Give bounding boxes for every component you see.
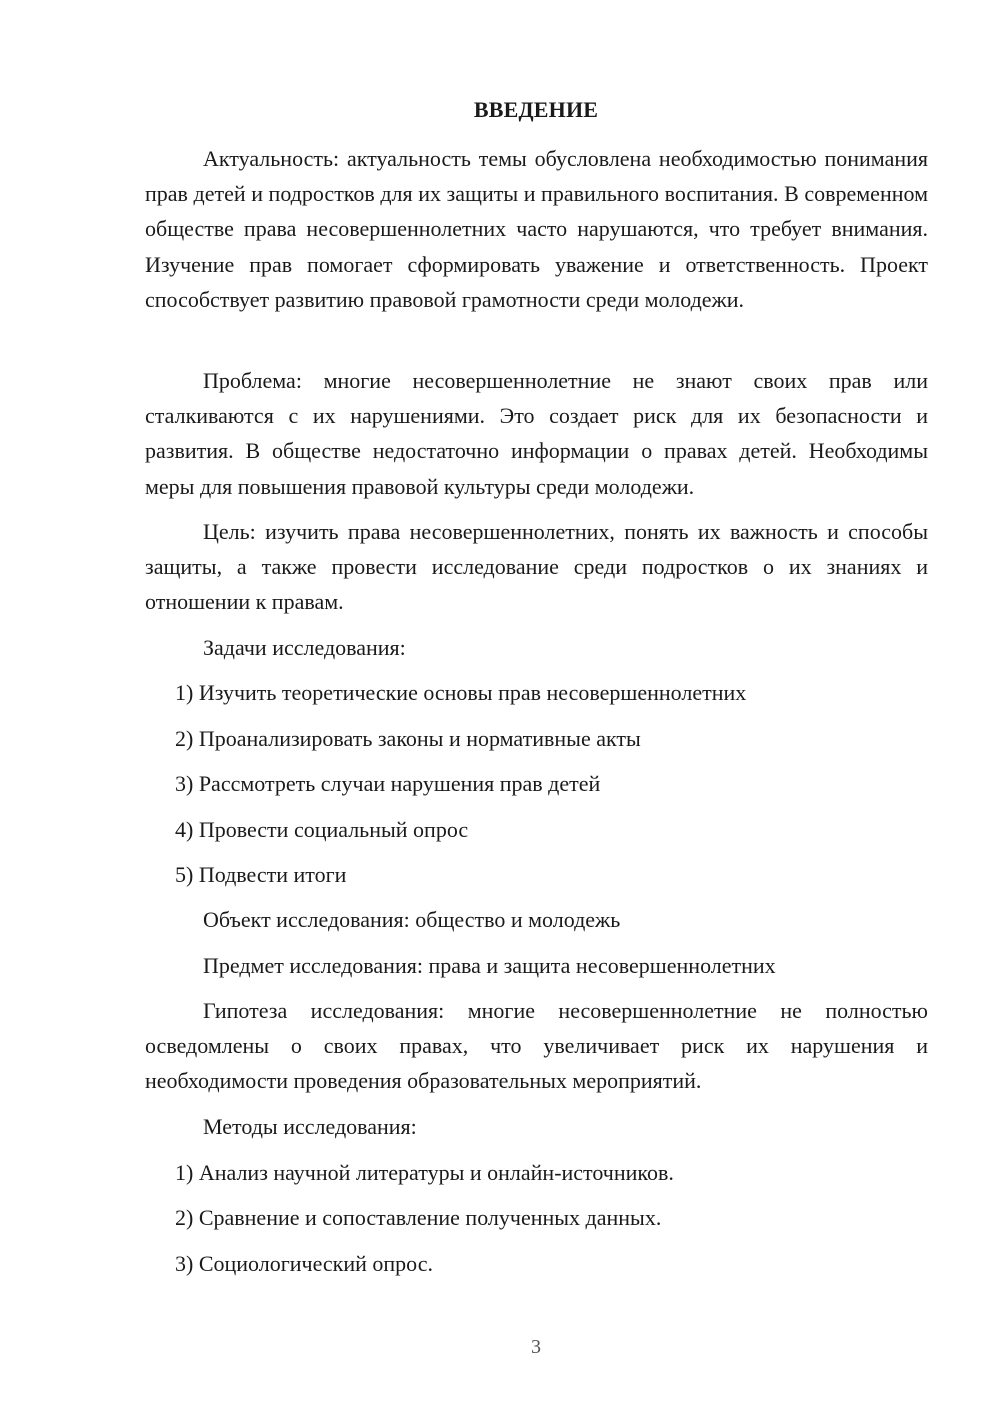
problem-paragraph: Проблема: многие несовершеннолетние не знают своих прав или сталкиваются с их нарушениями. Это создает риск для их безопасности и развития. В обществе недостаточно информации о правах детей. Необходимы меры для повышения правовой культуры среди молодежи. — [145, 368, 928, 499]
list-item: 3) Рассмотреть случаи нарушения прав детей — [175, 771, 601, 796]
list-item: 2) Сравнение и сопоставление полученных данных. — [175, 1205, 662, 1230]
hypothesis-paragraph: Гипотеза исследования: многие несовершеннолетние не полностью осведомлены о своих правах, что увеличивает риск их нарушения и необходимости проведения образовательных мероприятий. — [145, 998, 928, 1094]
list-item: 1) Анализ научной литературы и онлайн-источников. — [175, 1160, 674, 1185]
tasks-heading: Задачи исследования: — [203, 635, 406, 660]
list-item: 5) Подвести итоги — [175, 862, 347, 887]
relevance-paragraph: Актуальность: актуальность темы обусловлена необходимостью понимания прав детей и подростков для их защиты и правильного воспитания. В современном обществе права несовершеннолетних часто нарушаются, что требует внимания. Изучение прав помогает сформировать уважение и ответственность. Проект способствует развитию правовой грамотности среди молодежи. — [145, 146, 928, 312]
goal-paragraph: Цель: изучить права несовершеннолетних, понять их важность и способы защиты, а также провести исследование среди подростков о их знаниях и отношении к правам. — [145, 519, 928, 615]
object-line: Объект исследования: общество и молодежь — [203, 907, 621, 932]
list-item: 4) Провести социальный опрос — [175, 817, 469, 842]
list-item: 1) Изучить теоретические основы прав несовершеннолетних — [175, 680, 747, 705]
list-item: 2) Проанализировать законы и нормативные акты — [175, 726, 641, 751]
page-number: 3 — [531, 1336, 541, 1358]
section-heading: ВВЕДЕНИЕ — [473, 97, 599, 122]
subject-line: Предмет исследования: права и защита несовершеннолетних — [203, 953, 776, 978]
methods-heading: Методы исследования: — [203, 1114, 417, 1139]
list-item: 3) Социологический опрос. — [175, 1251, 433, 1276]
